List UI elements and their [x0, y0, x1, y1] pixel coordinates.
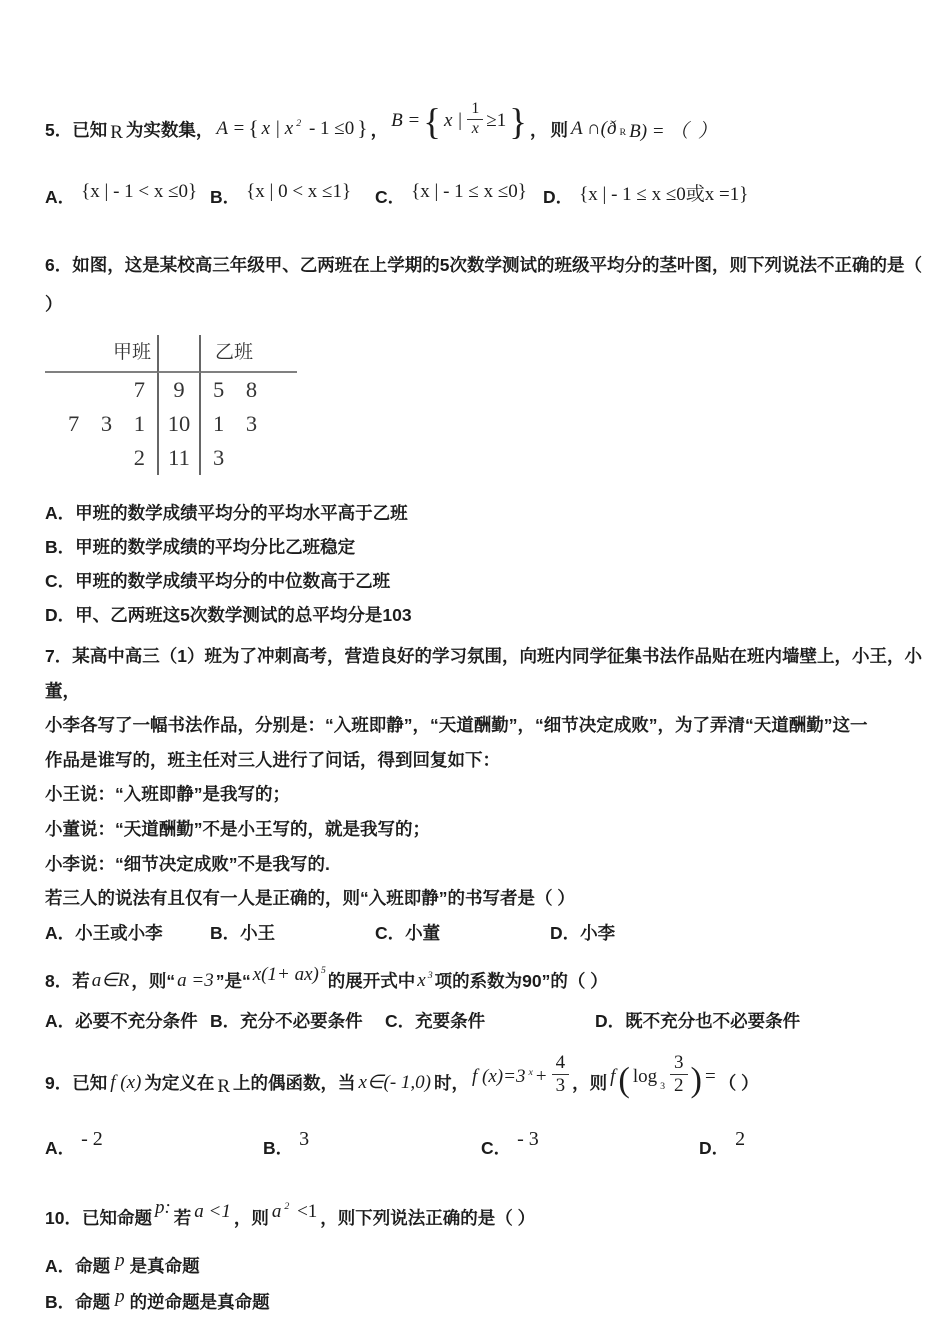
q8-x-term-exponent: 3 — [427, 969, 433, 981]
q5-setB-body: x | — [443, 110, 463, 131]
q8-option-c-label: C． — [385, 1011, 416, 1032]
q9-text4: 时， — [434, 1073, 470, 1094]
q6-option-a — [45, 497, 922, 531]
question-6-stem — [45, 248, 922, 321]
q5-then-text: 则 — [550, 119, 568, 140]
q9-big-close-paren: ) — [690, 1061, 702, 1100]
q8-option-b — [210, 1008, 385, 1033]
q7-line-1: 7．某高中高三（1）班为了冲刺高考，营造良好的学习氛围，向班内同学征集书法作品贴在班内墙壁上，小王，小董， — [45, 646, 922, 701]
q5-setB-close-brace: } — [509, 100, 527, 142]
q9-log-text: log — [632, 1065, 658, 1087]
q9-option-b-label: B． — [263, 1138, 294, 1159]
q9-fx-formula-base: f (x)=3 — [472, 1065, 526, 1087]
q5-lead-text: 5．已知 — [45, 119, 108, 140]
q10-lead-text: 10．已知命题 — [45, 1208, 152, 1229]
q6-option-a-label: A． — [45, 503, 76, 523]
q5-setB-fraction — [467, 101, 483, 138]
q6-stem-line2: ） — [45, 293, 63, 314]
q10-proposition-p: p: — [154, 1196, 171, 1218]
q5-setB-frac-numerator: 1 — [467, 101, 483, 120]
q10-option-a-p: p — [115, 1249, 125, 1271]
q7-option-d-text: 小李 — [580, 923, 616, 944]
q8-option-d — [595, 1008, 800, 1033]
q5-option-b-value: {x | 0 < x ≤1} — [246, 181, 352, 202]
q6-option-c-label: C． — [45, 571, 76, 591]
q9-three-halves-numerator: 3 — [670, 1053, 688, 1075]
q7-option-b-text: 小王 — [240, 923, 276, 944]
q9-text5: ，则 — [572, 1073, 608, 1094]
q5-text: 为实数集， — [125, 119, 214, 140]
slt-row2-right-leaves: 1 3 — [213, 411, 258, 436]
question-8-stem — [45, 958, 922, 1004]
q8-option-b-text: 充分不必要条件 — [240, 1011, 363, 1032]
q5-setB-frac-denominator: x — [471, 119, 479, 137]
q5-setA-lhs: A = — [216, 118, 246, 139]
q9-fx: f (x) — [110, 1071, 142, 1093]
slt-row3-left-leaves: 2 — [133, 445, 145, 470]
q7-statement-dong: 小董说：“天道酬勤”不是小王写的，就是我写的； — [45, 818, 430, 839]
q5-expr-tail: B) = （ ） — [629, 120, 717, 142]
q10-a-lt-1: a <1 — [194, 1200, 231, 1222]
q5-option-c — [375, 178, 543, 214]
q7-option-c-text: 小董 — [405, 923, 441, 944]
q5-comma2: ， — [529, 119, 548, 140]
q8-a-equals-3: a =3 — [177, 969, 214, 991]
q6-option-c — [45, 565, 922, 599]
q9-R: R — [217, 1075, 231, 1097]
q9-big-open-paren: ( — [618, 1061, 630, 1100]
q5-setB-open-brace: { — [423, 100, 441, 142]
q9-fx-formula-exponent: x — [528, 1067, 533, 1079]
q9-log-base: 3 — [660, 1080, 666, 1092]
question-10-stem — [45, 1192, 922, 1244]
question-8-options — [45, 1004, 922, 1038]
q9-lead-text: 9．已知 — [45, 1073, 108, 1094]
slt-header-class-b: 乙班 — [201, 335, 297, 373]
slt-row3-stem: 11 — [157, 441, 201, 475]
q10-option-a-text1: 命题 — [75, 1256, 111, 1277]
q9-text6: （ ） — [718, 1073, 759, 1094]
q5-setB-lhs: B = — [391, 110, 421, 131]
q7-option-c-label: C． — [375, 923, 406, 944]
question-9-options — [45, 1126, 922, 1170]
slt-row1-left-leaves: 7 — [133, 377, 145, 402]
slt-header-stem — [157, 335, 201, 373]
q8-text4: 的展开式中 — [327, 971, 416, 992]
q9-text3: 上的偶函数，当 — [233, 1073, 356, 1094]
stem-and-leaf-plot — [45, 335, 297, 475]
q7-option-c — [375, 920, 550, 945]
q9-option-a — [45, 1128, 263, 1160]
q7-option-a-label: A． — [45, 923, 76, 944]
question-6-options — [45, 497, 922, 633]
q6-option-b-text: 甲班的数学成绩的平均分比乙班稳定 — [75, 537, 356, 557]
q7-line-2: 小李各写了一幅书法作品，分别是：“入班即静”，“天道酬勤”，“细节决定成败”，为了弄清“天道酬勤”这一 — [45, 715, 868, 736]
q7-option-d-label: D． — [550, 923, 581, 944]
q8-text3: ”是“ — [215, 971, 251, 992]
q10-a-squared-base: a — [271, 1200, 282, 1222]
q9-option-d-label: D． — [699, 1138, 730, 1159]
q10-lt-1: <1 — [292, 1200, 318, 1222]
q6-option-d-label: D． — [45, 605, 76, 625]
q8-option-a-text: 必要不充分条件 — [75, 1011, 198, 1032]
q9-option-a-label: A． — [45, 1138, 76, 1159]
question-5-options — [45, 178, 922, 214]
slt-row1-stem: 9 — [157, 373, 201, 407]
q7-option-b — [210, 920, 375, 945]
slt-row1-right-leaves: 5 8 — [213, 377, 258, 402]
q7-option-a-text: 小王或小李 — [75, 923, 163, 944]
q8-text5: 项的系数为90”的（ ） — [434, 971, 608, 992]
q8-option-d-text: 既不充分也不必要条件 — [625, 1011, 801, 1032]
q5-comma1: ， — [370, 119, 389, 140]
q9-option-b-value: 3 — [299, 1128, 310, 1151]
q6-stem-line1: 6．如图，这是某校高三年级甲、乙两班在上学期的5次数学测试的班级平均分的茎叶图，则下列说法不正确的是（ — [45, 255, 922, 275]
q6-option-b — [45, 531, 922, 565]
q6-option-d — [45, 599, 922, 633]
q5-option-d-value: {x | - 1 ≤ x ≤0或x =1} — [579, 183, 749, 205]
q10-then-text: ，则 — [233, 1208, 269, 1229]
q5-complement-subscript: R — [619, 126, 627, 138]
q5-option-c-value: {x | - 1 ≤ x ≤0} — [411, 181, 527, 202]
question-7-stem — [45, 639, 922, 916]
q5-option-c-label: C． — [375, 186, 406, 207]
q5-setA-exponent: 2 — [296, 118, 302, 130]
q9-four-thirds-denominator: 3 — [555, 1075, 566, 1097]
question-5-stem — [45, 92, 922, 166]
q6-option-d-text: 甲、乙两班这5次数学测试的总平均分是103 — [75, 605, 412, 625]
q10-option-b-label: B． — [45, 1292, 76, 1313]
q7-question-line: 若三人的说法有且仅有一人是正确的，则“入班即静”的书写者是（ ） — [45, 888, 575, 909]
q8-option-d-label: D． — [595, 1011, 626, 1032]
q10-option-b — [45, 1284, 922, 1320]
q9-option-d — [699, 1128, 746, 1160]
q6-option-c-text: 甲班的数学成绩平均分的中位数高于乙班 — [75, 571, 391, 591]
q10-option-a-text2: 是真命题 — [129, 1256, 200, 1277]
q9-equals: = — [705, 1065, 716, 1087]
slt-row2-stem: 10 — [157, 407, 201, 441]
q8-text2: ，则“ — [131, 971, 176, 992]
q10-option-a — [45, 1248, 922, 1284]
q8-option-a-label: A． — [45, 1011, 76, 1032]
question-9-stem — [45, 1050, 922, 1116]
q8-option-c-text: 充要条件 — [415, 1011, 486, 1032]
q5-set-R: R — [110, 122, 123, 143]
q8-binomial-exponent: 5 — [320, 965, 326, 977]
q9-f-of-log: f — [610, 1065, 616, 1087]
q5-option-a-value: {x | - 1 < x ≤0} — [81, 181, 198, 202]
q9-option-c-label: C． — [481, 1138, 512, 1159]
q8-a-in-R: a∈R — [91, 970, 130, 992]
q9-option-c — [481, 1128, 699, 1160]
q5-option-a — [45, 178, 210, 214]
q9-option-d-value: 2 — [735, 1128, 746, 1151]
q10-option-b-text2: 的逆命题是真命题 — [129, 1292, 270, 1313]
q7-option-b-label: B． — [210, 923, 241, 944]
q9-option-c-value: - 3 — [517, 1128, 539, 1151]
q5-setA-open-brace: { — [248, 115, 259, 140]
q8-x-term: x — [417, 969, 426, 991]
q9-option-a-value: - 2 — [81, 1128, 103, 1151]
q5-setB-tail: ≥1 — [486, 110, 507, 131]
q10-option-b-text1: 命题 — [75, 1292, 111, 1313]
slt-row3-right-leaves: 3 — [213, 445, 225, 470]
q5-setA-tail: - 1 ≤0 — [304, 118, 355, 139]
q8-option-a — [45, 1008, 210, 1033]
q6-option-b-label: B． — [45, 537, 76, 557]
q7-statement-wang: 小王说：“入班即静”是我写的； — [45, 784, 290, 805]
q7-option-d — [550, 920, 615, 945]
q10-a-squared-exponent: 2 — [284, 1201, 290, 1213]
q5-option-d — [543, 178, 748, 214]
q9-domain: x∈(- 1,0) — [358, 1072, 432, 1094]
question-7-options — [45, 916, 922, 950]
q8-binomial-base: x(1+ ax) — [252, 963, 319, 985]
q9-text2: 为定义在 — [144, 1073, 215, 1094]
q9-three-halves-fraction — [670, 1053, 688, 1096]
q9-three-halves-denominator: 2 — [674, 1075, 684, 1097]
q5-option-a-label: A． — [45, 186, 76, 207]
q5-option-d-label: D． — [543, 186, 574, 207]
q7-statement-li: 小李说：“细节决定成败”不是我写的. — [45, 853, 330, 874]
q8-option-c — [385, 1008, 595, 1033]
q6-option-a-text: 甲班的数学成绩平均分的平均水平高于乙班 — [75, 503, 408, 523]
q9-four-thirds-numerator: 4 — [552, 1053, 570, 1075]
q10-option-a-label: A． — [45, 1256, 76, 1277]
q5-option-b — [210, 178, 375, 214]
q5-intersection-expr: A ∩(ð — [570, 118, 617, 139]
q5-setA-close-brace: } — [357, 115, 368, 140]
q7-option-a — [45, 920, 210, 945]
q7-line-3: 作品是谁写的，班主任对三人进行了问话，得到回复如下： — [45, 749, 500, 770]
q9-option-b — [263, 1128, 481, 1160]
q9-fx-formula-plus: + — [535, 1065, 547, 1087]
slt-header-class-a: 甲班 — [45, 335, 157, 373]
q10-tail-text: ，则下列说法正确的是（ ） — [320, 1208, 536, 1229]
q9-four-thirds-fraction — [552, 1053, 570, 1096]
q10-if-text: 若 — [173, 1208, 192, 1229]
slt-row2-left-leaves: 7 3 1 — [68, 411, 145, 436]
q5-option-b-label: B． — [210, 186, 241, 207]
q10-option-b-p: p — [115, 1285, 125, 1307]
q8-lead-text: 8．若 — [45, 971, 90, 992]
q8-option-b-label: B． — [210, 1011, 241, 1032]
q5-setA-body: x | x — [261, 118, 294, 139]
